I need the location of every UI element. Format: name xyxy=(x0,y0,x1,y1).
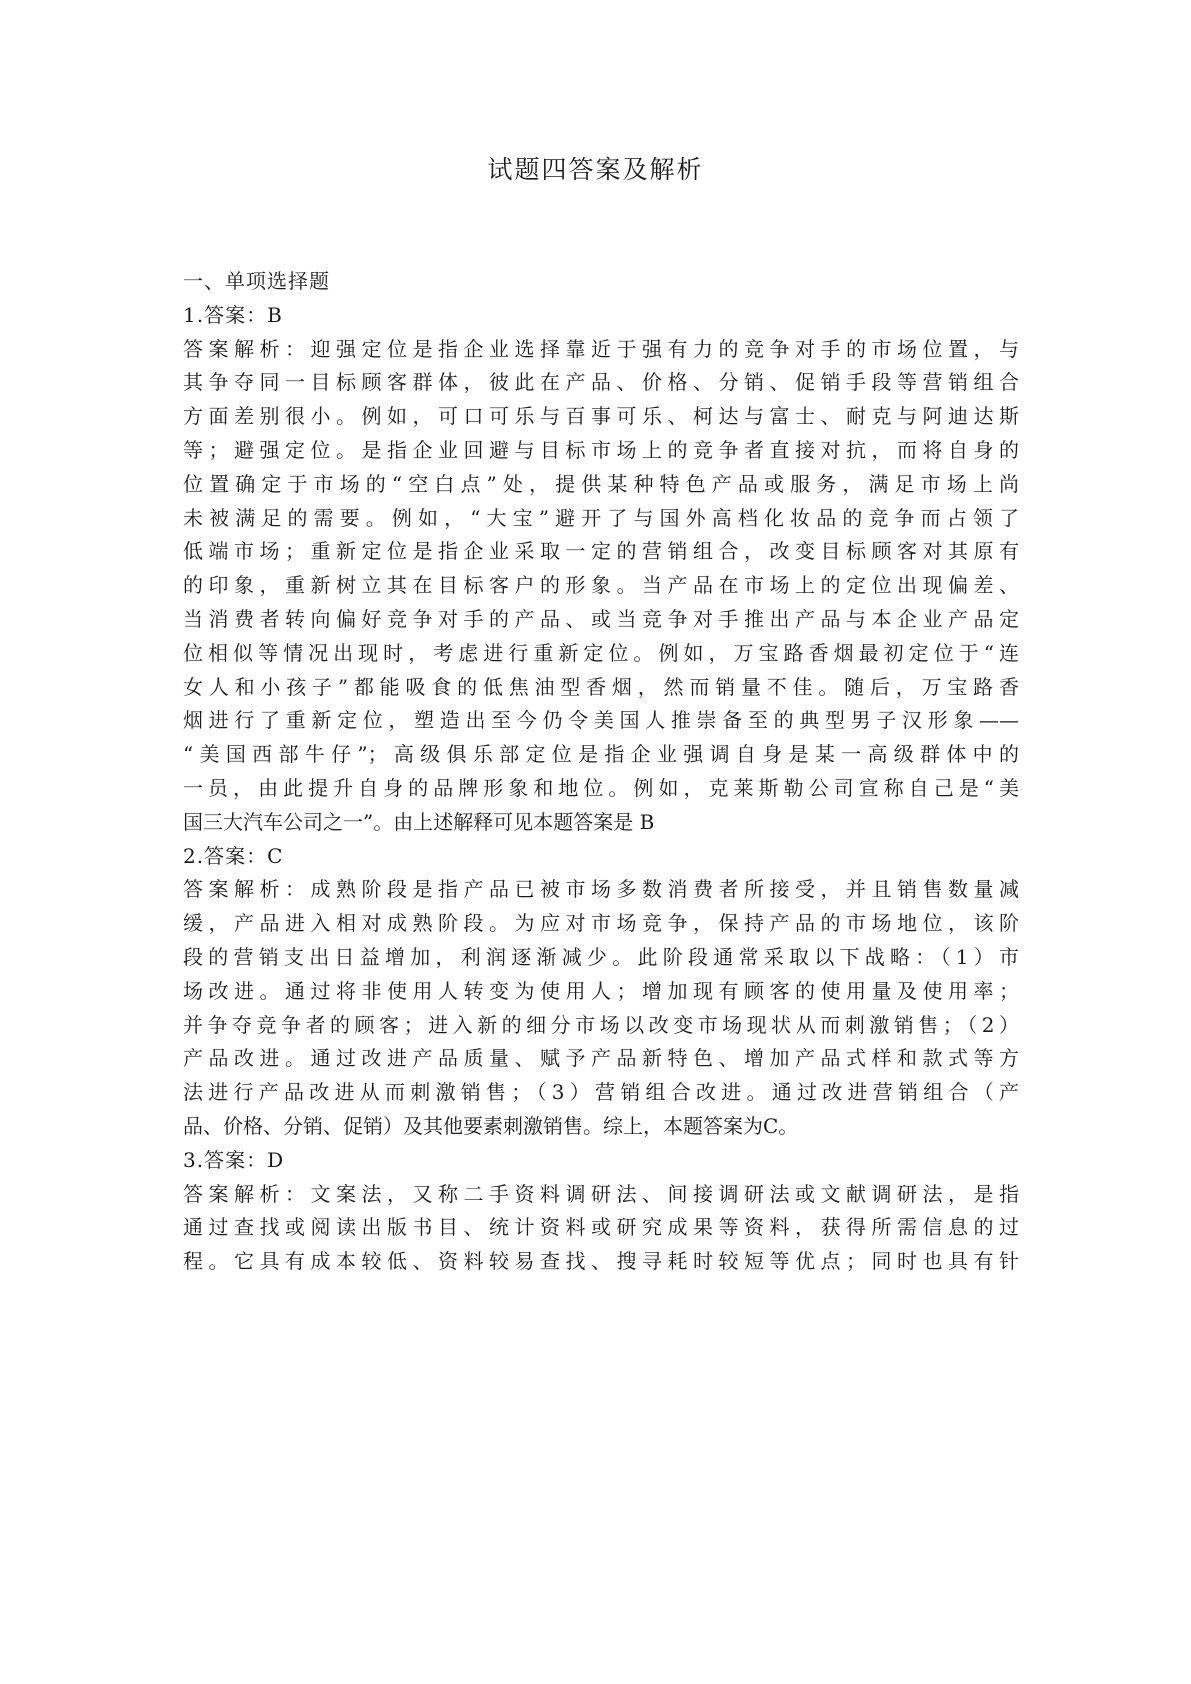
paragraph-line: 段的营销支出日益增加，利润逐渐减少。此阶段通常采取以下战略：（1）市 xyxy=(183,944,1019,969)
paragraph-line: 答案解析：文案法，又称二手资料调研法、间接调研法或文献调研法，是指 xyxy=(183,1181,1019,1206)
paragraph-line: 位置确定于市场的“空白点”处，提供某种特色产品或服务，满足市场上尚 xyxy=(183,471,1019,496)
paragraph-line: 场改进。通过将非使用人转变为使用人；增加现有顾客的使用量及使用率； xyxy=(183,978,1019,1003)
paragraph-line: 当消费者转向偏好竞争对手的产品、或当竞争对手推出产品与本企业产品定 xyxy=(183,606,1019,631)
document-body xyxy=(183,265,1019,1279)
paragraph-line: 国三大汽车公司之一”。由上述解释可见本题答案是 B xyxy=(183,809,655,834)
paragraph-line: 位相似等情况出现时，考虑进行重新定位。例如，万宝路香烟最初定位于“连 xyxy=(183,640,1019,665)
paragraph-line: 等；避强定位。是指企业回避与目标市场上的竞争者直接对抗，而将自身的 xyxy=(183,437,1019,462)
paragraph-line: 程。它具有成本较低、资料较易查找、搜寻耗时较短等优点；同时也具有针 xyxy=(183,1249,1019,1274)
paragraph-line: 并争夺竞争者的顾客；进入新的细分市场以改变市场现状从而刺激销售；（2） xyxy=(183,1012,1019,1037)
paragraph-line: 其争夺同一目标顾客群体，彼此在产品、价格、分销、促销手段等营销组合 xyxy=(183,370,1019,395)
paragraph-line: 女人和小孩子”都能吸食的低焦油型香烟，然而销量不佳。随后，万宝路香 xyxy=(183,674,1019,699)
paragraph-line: “美国西部牛仔”；高级俱乐部定位是指企业强调自身是某一高级群体中的 xyxy=(183,742,1019,767)
paragraph-line: 答案解析：成熟阶段是指产品已被市场多数消费者所接受，并且销售数量减 xyxy=(183,877,1019,902)
paragraph-line: 法进行产品改进从而刺激销售；（3）营销组合改进。通过改进营销组合（产 xyxy=(183,1080,1019,1105)
section-heading: 一、单项选择题 xyxy=(183,269,330,293)
paragraph-line: 答案解析：迎强定位是指企业选择靠近于强有力的竞争对手的市场位置，与 xyxy=(183,336,1019,361)
paragraph-line: 未被满足的需要。例如，“大宝”避开了与国外高档化妆品的竞争而占领了 xyxy=(183,505,1019,530)
answer-label: 3.答案：D xyxy=(183,1147,285,1172)
answer-label: 2.答案：C xyxy=(183,843,284,868)
paragraph-line: 方面差别很小。例如，可口可乐与百事可乐、柯达与富士、耐克与阿迪达斯 xyxy=(183,404,1019,429)
paragraph-line: 的印象，重新树立其在目标客户的形象。当产品在市场上的定位出现偏差、 xyxy=(183,573,1019,598)
paragraph-line: 一员，由此提升自身的品牌形象和地位。例如，克莱斯勒公司宣称自己是“美 xyxy=(183,775,1019,800)
paragraph-line: 产品改进。通过改进产品质量、赋予产品新特色、增加产品式样和款式等方 xyxy=(183,1046,1019,1071)
paragraph-line: 烟进行了重新定位，塑造出至今仍令美国人推崇备至的典型男子汉形象—— xyxy=(183,708,1019,733)
paragraph-line: 通过查找或阅读出版书目、统计资料或研究成果等资料，获得所需信息的过 xyxy=(183,1215,1019,1240)
document-title: 试题四答案及解析 xyxy=(487,155,704,184)
paragraph-line: 低端市场；重新定位是指企业采取一定的营销组合，改变目标顾客对其原有 xyxy=(183,539,1019,564)
paragraph-line: 缓，产品进入相对成熟阶段。为应对市场竞争，保持产品的市场地位，该阶 xyxy=(183,911,1019,936)
answer-label: 1.答案：B xyxy=(183,302,283,327)
paragraph-line: 品、价格、分销、促销）及其他要素刺激销售。综上，本题答案为C。 xyxy=(183,1113,799,1138)
